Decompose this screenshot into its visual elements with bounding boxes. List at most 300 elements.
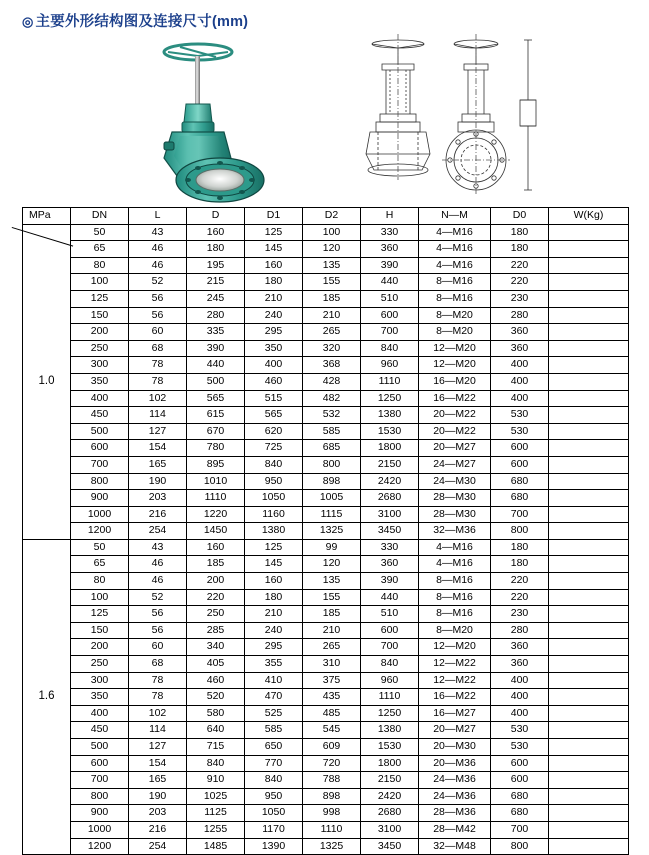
cell-nm: 12—M22 bbox=[419, 656, 491, 673]
cell-w bbox=[549, 589, 629, 606]
cell-d1: 725 bbox=[245, 440, 303, 457]
cell-d0: 400 bbox=[491, 390, 549, 407]
cell-d: 335 bbox=[187, 324, 245, 341]
cell-d0: 180 bbox=[491, 556, 549, 573]
table-row bbox=[23, 772, 629, 789]
cell-h: 600 bbox=[361, 622, 419, 639]
cell-d: 215 bbox=[187, 274, 245, 291]
cell-d1: 125 bbox=[245, 224, 303, 241]
cell-l: 52 bbox=[129, 274, 187, 291]
cell-h: 840 bbox=[361, 656, 419, 673]
cell-nm: 16—M20 bbox=[419, 373, 491, 390]
cell-dn: 450 bbox=[71, 722, 129, 739]
table-row bbox=[23, 257, 629, 274]
cell-d0: 360 bbox=[491, 340, 549, 357]
cell-d2: 1115 bbox=[303, 506, 361, 523]
cell-d1: 650 bbox=[245, 739, 303, 756]
cell-dn: 600 bbox=[71, 440, 129, 457]
cell-dn: 700 bbox=[71, 456, 129, 473]
cell-w bbox=[549, 805, 629, 822]
cell-w bbox=[549, 274, 629, 291]
cell-dn: 125 bbox=[71, 290, 129, 307]
cell-d1: 145 bbox=[245, 241, 303, 258]
cell-w bbox=[549, 622, 629, 639]
cell-h: 1380 bbox=[361, 722, 419, 739]
cell-d0: 360 bbox=[491, 656, 549, 673]
cell-d1: 1050 bbox=[245, 490, 303, 507]
cell-d: 565 bbox=[187, 390, 245, 407]
cell-h: 1110 bbox=[361, 689, 419, 706]
cell-dn: 150 bbox=[71, 307, 129, 324]
cell-d1: 125 bbox=[245, 539, 303, 556]
cell-l: 127 bbox=[129, 423, 187, 440]
cell-dn: 65 bbox=[71, 556, 129, 573]
cell-dn: 65 bbox=[71, 241, 129, 258]
cell-d2: 135 bbox=[303, 257, 361, 274]
cell-d: 250 bbox=[187, 606, 245, 623]
cell-d0: 800 bbox=[491, 838, 549, 855]
cell-d0: 220 bbox=[491, 274, 549, 291]
cell-d1: 295 bbox=[245, 639, 303, 656]
table-row bbox=[23, 821, 629, 838]
cell-d: 1110 bbox=[187, 490, 245, 507]
table-row bbox=[23, 838, 629, 855]
header-cell-d: D bbox=[187, 208, 245, 225]
header-cell-d1: D1 bbox=[245, 208, 303, 225]
cell-d1: 950 bbox=[245, 788, 303, 805]
cell-h: 2680 bbox=[361, 805, 419, 822]
table-row bbox=[23, 788, 629, 805]
cell-nm: 24—M30 bbox=[419, 473, 491, 490]
cell-d2: 185 bbox=[303, 290, 361, 307]
cell-d2: 265 bbox=[303, 639, 361, 656]
table-row bbox=[23, 755, 629, 772]
cell-nm: 24—M36 bbox=[419, 772, 491, 789]
cell-d0: 220 bbox=[491, 589, 549, 606]
bullet-icon: ◎ bbox=[22, 14, 34, 29]
cell-d1: 240 bbox=[245, 307, 303, 324]
cell-nm: 28—M36 bbox=[419, 805, 491, 822]
cell-nm: 4—M16 bbox=[419, 539, 491, 556]
cell-d2: 1005 bbox=[303, 490, 361, 507]
cell-d2: 532 bbox=[303, 407, 361, 424]
cell-d1: 350 bbox=[245, 340, 303, 357]
cell-d2: 1325 bbox=[303, 838, 361, 855]
cell-d1: 620 bbox=[245, 423, 303, 440]
cell-d0: 220 bbox=[491, 257, 549, 274]
cell-d1: 160 bbox=[245, 573, 303, 590]
cell-d2: 320 bbox=[303, 340, 361, 357]
table-row bbox=[23, 407, 629, 424]
cell-nm: 12—M22 bbox=[419, 672, 491, 689]
cell-nm: 4—M16 bbox=[419, 257, 491, 274]
group-label-pressure: 1.6 bbox=[23, 539, 71, 854]
cell-w bbox=[549, 407, 629, 424]
cell-w bbox=[549, 639, 629, 656]
cell-w bbox=[549, 539, 629, 556]
cell-w bbox=[549, 838, 629, 855]
cell-d: 1220 bbox=[187, 506, 245, 523]
cell-nm: 20—M36 bbox=[419, 755, 491, 772]
cell-d: 895 bbox=[187, 456, 245, 473]
cell-nm: 20—M22 bbox=[419, 407, 491, 424]
cell-w bbox=[549, 490, 629, 507]
cell-h: 3100 bbox=[361, 506, 419, 523]
cell-w bbox=[549, 689, 629, 706]
cell-l: 165 bbox=[129, 772, 187, 789]
cell-nm: 8—M20 bbox=[419, 622, 491, 639]
group-label-pressure: 1.0 bbox=[23, 224, 71, 539]
cell-d0: 800 bbox=[491, 523, 549, 540]
cell-d0: 280 bbox=[491, 307, 549, 324]
table-row bbox=[23, 473, 629, 490]
cell-nm: 12—M20 bbox=[419, 357, 491, 374]
cell-dn: 350 bbox=[71, 689, 129, 706]
cell-dn: 125 bbox=[71, 606, 129, 623]
cell-nm: 12—M20 bbox=[419, 639, 491, 656]
cell-d: 500 bbox=[187, 373, 245, 390]
cell-d: 160 bbox=[187, 224, 245, 241]
cell-h: 510 bbox=[361, 290, 419, 307]
cell-d0: 230 bbox=[491, 290, 549, 307]
cell-h: 2420 bbox=[361, 473, 419, 490]
table-header-row bbox=[23, 208, 629, 225]
cell-d: 220 bbox=[187, 589, 245, 606]
header-cell-d0: D0 bbox=[491, 208, 549, 225]
cell-h: 1530 bbox=[361, 423, 419, 440]
cell-d: 715 bbox=[187, 739, 245, 756]
table-row bbox=[23, 656, 629, 673]
cell-d: 615 bbox=[187, 407, 245, 424]
table-row bbox=[23, 556, 629, 573]
cell-l: 60 bbox=[129, 639, 187, 656]
valve-line-drawing bbox=[350, 30, 550, 205]
table-row bbox=[23, 456, 629, 473]
cell-dn: 1000 bbox=[71, 506, 129, 523]
cell-dn: 400 bbox=[71, 705, 129, 722]
header-cell-h: H bbox=[361, 208, 419, 225]
cell-d1: 210 bbox=[245, 606, 303, 623]
cell-d1: 1050 bbox=[245, 805, 303, 822]
cell-d: 580 bbox=[187, 705, 245, 722]
cell-w bbox=[549, 788, 629, 805]
valve-3d-illustration bbox=[120, 30, 310, 205]
table-row bbox=[23, 340, 629, 357]
cell-d1: 1390 bbox=[245, 838, 303, 855]
page-title-text: 主要外形结构图及连接尺寸(mm) bbox=[35, 14, 249, 30]
cell-d: 280 bbox=[187, 307, 245, 324]
cell-h: 1250 bbox=[361, 705, 419, 722]
cell-d0: 220 bbox=[491, 573, 549, 590]
cell-d: 340 bbox=[187, 639, 245, 656]
cell-dn: 300 bbox=[71, 357, 129, 374]
cell-nm: 8—M16 bbox=[419, 589, 491, 606]
cell-l: 46 bbox=[129, 241, 187, 258]
cell-dn: 200 bbox=[71, 324, 129, 341]
cell-l: 190 bbox=[129, 788, 187, 805]
cell-w bbox=[549, 456, 629, 473]
cell-l: 78 bbox=[129, 672, 187, 689]
table-row bbox=[23, 224, 629, 241]
cell-w bbox=[549, 357, 629, 374]
cell-d0: 400 bbox=[491, 373, 549, 390]
cell-d2: 368 bbox=[303, 357, 361, 374]
cell-l: 203 bbox=[129, 490, 187, 507]
cell-l: 102 bbox=[129, 390, 187, 407]
cell-l: 43 bbox=[129, 224, 187, 241]
cell-d0: 180 bbox=[491, 241, 549, 258]
table-row bbox=[23, 490, 629, 507]
cell-w bbox=[549, 606, 629, 623]
cell-d: 460 bbox=[187, 672, 245, 689]
cell-d: 1255 bbox=[187, 821, 245, 838]
cell-d0: 680 bbox=[491, 805, 549, 822]
cell-d0: 680 bbox=[491, 788, 549, 805]
table-row bbox=[23, 689, 629, 706]
cell-d0: 360 bbox=[491, 324, 549, 341]
header-cell-w: W(Kg) bbox=[549, 208, 629, 225]
dimensions-table bbox=[22, 207, 629, 855]
cell-dn: 150 bbox=[71, 622, 129, 639]
table-row bbox=[23, 241, 629, 258]
cell-nm: 4—M16 bbox=[419, 556, 491, 573]
cell-w bbox=[549, 523, 629, 540]
cell-d2: 155 bbox=[303, 274, 361, 291]
table-row bbox=[23, 672, 629, 689]
cell-d1: 1160 bbox=[245, 506, 303, 523]
cell-dn: 100 bbox=[71, 274, 129, 291]
cell-d: 1450 bbox=[187, 523, 245, 540]
cell-nm: 20—M27 bbox=[419, 722, 491, 739]
cell-dn: 250 bbox=[71, 656, 129, 673]
cell-d1: 770 bbox=[245, 755, 303, 772]
cell-d: 1125 bbox=[187, 805, 245, 822]
cell-d0: 530 bbox=[491, 739, 549, 756]
cell-h: 360 bbox=[361, 556, 419, 573]
cell-dn: 1200 bbox=[71, 838, 129, 855]
cell-w bbox=[549, 373, 629, 390]
cell-dn: 100 bbox=[71, 589, 129, 606]
table-row bbox=[23, 274, 629, 291]
table-row bbox=[23, 639, 629, 656]
cell-w bbox=[549, 755, 629, 772]
cell-nm: 28—M42 bbox=[419, 821, 491, 838]
cell-w bbox=[549, 573, 629, 590]
cell-dn: 1000 bbox=[71, 821, 129, 838]
cell-w bbox=[549, 722, 629, 739]
cell-nm: 20—M22 bbox=[419, 423, 491, 440]
cell-nm: 28—M30 bbox=[419, 506, 491, 523]
cell-nm: 8—M16 bbox=[419, 290, 491, 307]
cell-d0: 180 bbox=[491, 224, 549, 241]
cell-h: 360 bbox=[361, 241, 419, 258]
cell-d1: 840 bbox=[245, 456, 303, 473]
cell-d0: 400 bbox=[491, 357, 549, 374]
cell-dn: 400 bbox=[71, 390, 129, 407]
cell-h: 960 bbox=[361, 672, 419, 689]
table-row bbox=[23, 307, 629, 324]
cell-l: 68 bbox=[129, 340, 187, 357]
cell-d2: 185 bbox=[303, 606, 361, 623]
header-cell-l: L bbox=[129, 208, 187, 225]
cell-l: 56 bbox=[129, 606, 187, 623]
cell-nm: 32—M48 bbox=[419, 838, 491, 855]
cell-d0: 400 bbox=[491, 705, 549, 722]
cell-w bbox=[549, 440, 629, 457]
cell-h: 840 bbox=[361, 340, 419, 357]
cell-d: 440 bbox=[187, 357, 245, 374]
cell-dn: 700 bbox=[71, 772, 129, 789]
cell-dn: 500 bbox=[71, 423, 129, 440]
cell-dn: 800 bbox=[71, 788, 129, 805]
cell-h: 3100 bbox=[361, 821, 419, 838]
table-row bbox=[23, 324, 629, 341]
cell-h: 390 bbox=[361, 573, 419, 590]
cell-w bbox=[549, 241, 629, 258]
cell-h: 1250 bbox=[361, 390, 419, 407]
cell-h: 330 bbox=[361, 224, 419, 241]
table-row bbox=[23, 373, 629, 390]
cell-d0: 400 bbox=[491, 672, 549, 689]
cell-d0: 600 bbox=[491, 772, 549, 789]
cell-w bbox=[549, 656, 629, 673]
cell-nm: 8—M16 bbox=[419, 274, 491, 291]
table-row bbox=[23, 539, 629, 556]
cell-nm: 12—M20 bbox=[419, 340, 491, 357]
cell-d0: 530 bbox=[491, 722, 549, 739]
cell-l: 114 bbox=[129, 722, 187, 739]
cell-d0: 280 bbox=[491, 622, 549, 639]
cell-d1: 525 bbox=[245, 705, 303, 722]
cell-l: 203 bbox=[129, 805, 187, 822]
cell-nm: 20—M27 bbox=[419, 440, 491, 457]
cell-d: 180 bbox=[187, 241, 245, 258]
cell-d0: 700 bbox=[491, 506, 549, 523]
cell-d0: 230 bbox=[491, 606, 549, 623]
cell-d2: 120 bbox=[303, 241, 361, 258]
table-row bbox=[23, 390, 629, 407]
table-row bbox=[23, 290, 629, 307]
cell-h: 3450 bbox=[361, 523, 419, 540]
cell-w bbox=[549, 556, 629, 573]
cell-d2: 100 bbox=[303, 224, 361, 241]
cell-dn: 250 bbox=[71, 340, 129, 357]
cell-dn: 600 bbox=[71, 755, 129, 772]
cell-d2: 800 bbox=[303, 456, 361, 473]
cell-d2: 99 bbox=[303, 539, 361, 556]
cell-nm: 4—M16 bbox=[419, 224, 491, 241]
table-row bbox=[23, 440, 629, 457]
header-cell-dn: DN bbox=[71, 208, 129, 225]
cell-d1: 400 bbox=[245, 357, 303, 374]
cell-h: 600 bbox=[361, 307, 419, 324]
cell-d2: 310 bbox=[303, 656, 361, 673]
cell-h: 2150 bbox=[361, 772, 419, 789]
cell-dn: 50 bbox=[71, 224, 129, 241]
cell-l: 78 bbox=[129, 357, 187, 374]
cell-l: 114 bbox=[129, 407, 187, 424]
cell-w bbox=[549, 324, 629, 341]
cell-d1: 355 bbox=[245, 656, 303, 673]
cell-l: 78 bbox=[129, 689, 187, 706]
cell-dn: 500 bbox=[71, 739, 129, 756]
page-title bbox=[22, 10, 248, 31]
cell-d1: 160 bbox=[245, 257, 303, 274]
cell-l: 56 bbox=[129, 622, 187, 639]
cell-h: 1800 bbox=[361, 440, 419, 457]
cell-d: 195 bbox=[187, 257, 245, 274]
cell-dn: 1200 bbox=[71, 523, 129, 540]
table-row bbox=[23, 805, 629, 822]
cell-h: 700 bbox=[361, 639, 419, 656]
cell-l: 46 bbox=[129, 556, 187, 573]
cell-nm: 28—M30 bbox=[419, 490, 491, 507]
cell-dn: 450 bbox=[71, 407, 129, 424]
cell-d0: 600 bbox=[491, 456, 549, 473]
cell-d1: 950 bbox=[245, 473, 303, 490]
cell-d2: 485 bbox=[303, 705, 361, 722]
cell-w bbox=[549, 257, 629, 274]
table-row bbox=[23, 589, 629, 606]
cell-l: 165 bbox=[129, 456, 187, 473]
cell-w bbox=[549, 473, 629, 490]
cell-d2: 720 bbox=[303, 755, 361, 772]
cell-d2: 545 bbox=[303, 722, 361, 739]
cell-l: 254 bbox=[129, 523, 187, 540]
cell-d: 1025 bbox=[187, 788, 245, 805]
cell-d0: 600 bbox=[491, 440, 549, 457]
cell-d2: 898 bbox=[303, 473, 361, 490]
cell-d: 200 bbox=[187, 573, 245, 590]
cell-nm: 4—M16 bbox=[419, 241, 491, 258]
cell-w bbox=[549, 772, 629, 789]
cell-l: 127 bbox=[129, 739, 187, 756]
cell-h: 2420 bbox=[361, 788, 419, 805]
cell-dn: 900 bbox=[71, 805, 129, 822]
cell-h: 330 bbox=[361, 539, 419, 556]
cell-d1: 295 bbox=[245, 324, 303, 341]
cell-w bbox=[549, 672, 629, 689]
cell-w bbox=[549, 340, 629, 357]
cell-d0: 360 bbox=[491, 639, 549, 656]
table-row bbox=[23, 606, 629, 623]
cell-d2: 265 bbox=[303, 324, 361, 341]
cell-l: 216 bbox=[129, 821, 187, 838]
cell-h: 440 bbox=[361, 274, 419, 291]
cell-d1: 180 bbox=[245, 274, 303, 291]
dimensions-table-wrapper bbox=[22, 207, 628, 855]
cell-w bbox=[549, 390, 629, 407]
cell-nm: 8—M16 bbox=[419, 573, 491, 590]
cell-nm: 8—M16 bbox=[419, 606, 491, 623]
cell-h: 2150 bbox=[361, 456, 419, 473]
cell-d: 160 bbox=[187, 539, 245, 556]
cell-l: 46 bbox=[129, 257, 187, 274]
cell-nm: 16—M27 bbox=[419, 705, 491, 722]
table-body bbox=[23, 224, 629, 855]
table-row bbox=[23, 506, 629, 523]
table-row bbox=[23, 523, 629, 540]
cell-d1: 470 bbox=[245, 689, 303, 706]
cell-d: 1485 bbox=[187, 838, 245, 855]
cell-nm: 16—M22 bbox=[419, 689, 491, 706]
cell-h: 1110 bbox=[361, 373, 419, 390]
cell-nm: 32—M36 bbox=[419, 523, 491, 540]
cell-h: 3450 bbox=[361, 838, 419, 855]
cell-h: 1380 bbox=[361, 407, 419, 424]
cell-d2: 1110 bbox=[303, 821, 361, 838]
cell-l: 56 bbox=[129, 290, 187, 307]
